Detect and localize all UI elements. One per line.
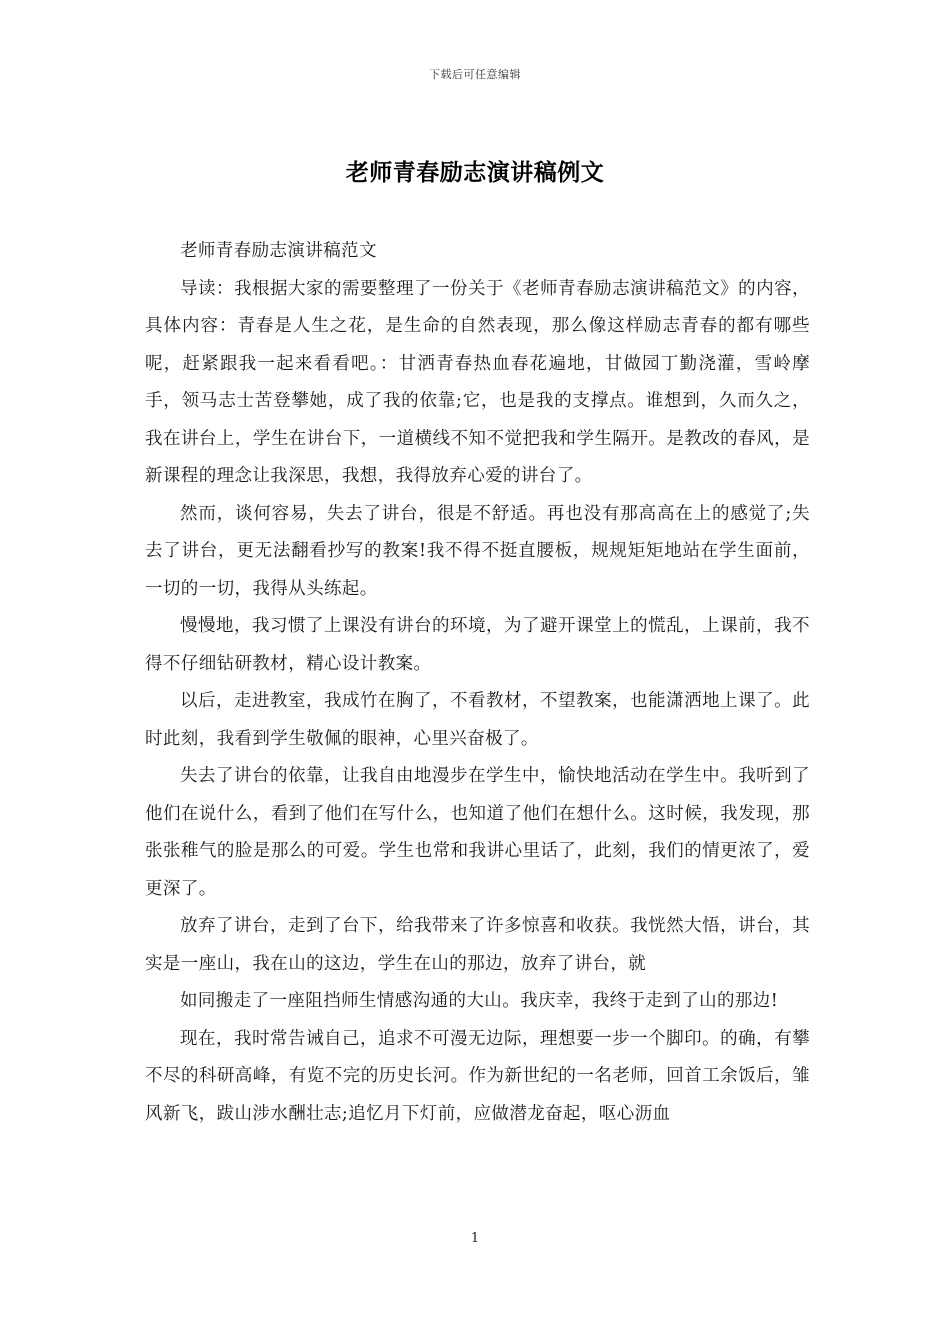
paragraph: 以后，走进教室，我成竹在胸了，不看教材，不望教案，也能潇洒地上课了。此时此刻，我看到学生敬佩的眼神，心里兴奋极了。 [145,691,810,749]
document-title: 老师青春励志演讲稿例文 [345,159,605,186]
paragraph-subtitle: 老师青春励志演讲稿范文 [180,241,377,261]
paragraph: 放弃了讲台，走到了台下，给我带来了许多惊喜和收获。我恍然大悟，讲台，其实是一座山，我在山的这边，学生在山的那边，放弃了讲台，就 [145,916,810,974]
page-number: 1 [470,1231,480,1246]
paragraph: 然而，谈何容易，失去了讲台，很是不舒适。再也没有那高高在上的感觉了;失去了讲台，更无法翻看抄写的教案!我不得不挺直腰板，规规矩矩地站在学生面前，一切的一切，我得从头练起。 [145,503,810,599]
paragraph: 失去了讲台的依靠，让我自由地漫步在学生中，愉快地活动在学生中。我听到了他们在说什么，看到了他们在写什么，也知道了他们在想什么。这时候，我发现，那张张稚气的脸是那么的可爱。学生也常和我讲心里话了，此刻，我们的情更浓了，爱更深了。 [145,766,810,899]
page-header-watermark: 下载后可任意编辑 [429,68,521,81]
document-body [145,233,810,1133]
paragraph: 导读：我根据大家的需要整理了一份关于《老师青春励志演讲稿范文》的内容，具体内容：青春是人生之花，是生命的自然表现，那么像这样励志青春的都有哪些呢，赶紧跟我一起来看看吧。：甘洒青春热血春花遍地，甘做园丁勤浇灌，雪岭摩手，领马志士苦登攀她，成了我的依靠;它，也是我的支撑点。谁想到，久而久之，我在讲台上，学生在讲台下，一道横线不知不觉把我和学生隔开。是教改的春风，是新课程的理念让我深思，我想，我得放弃心爱的讲台了。 [145,278,810,486]
paragraph: 现在，我时常告诫自己，追求不可漫无边际，理想要一步一个脚印。的确，有攀不尽的科研高峰，有览不完的历史长河。作为新世纪的一名老师，回首工余饭后，雏风新飞，跋山涉水酬壮志;追忆月下灯前，应做潜龙奋起，呕心沥血 [145,1028,810,1124]
paragraph: 慢慢地，我习惯了上课没有讲台的环境，为了避开课堂上的慌乱，上课前，我不得不仔细钻研教材，精心设计教案。 [145,616,810,674]
paragraph: 如同搬走了一座阻挡师生情感沟通的大山。我庆幸，我终于走到了山的那边! [180,991,779,1011]
